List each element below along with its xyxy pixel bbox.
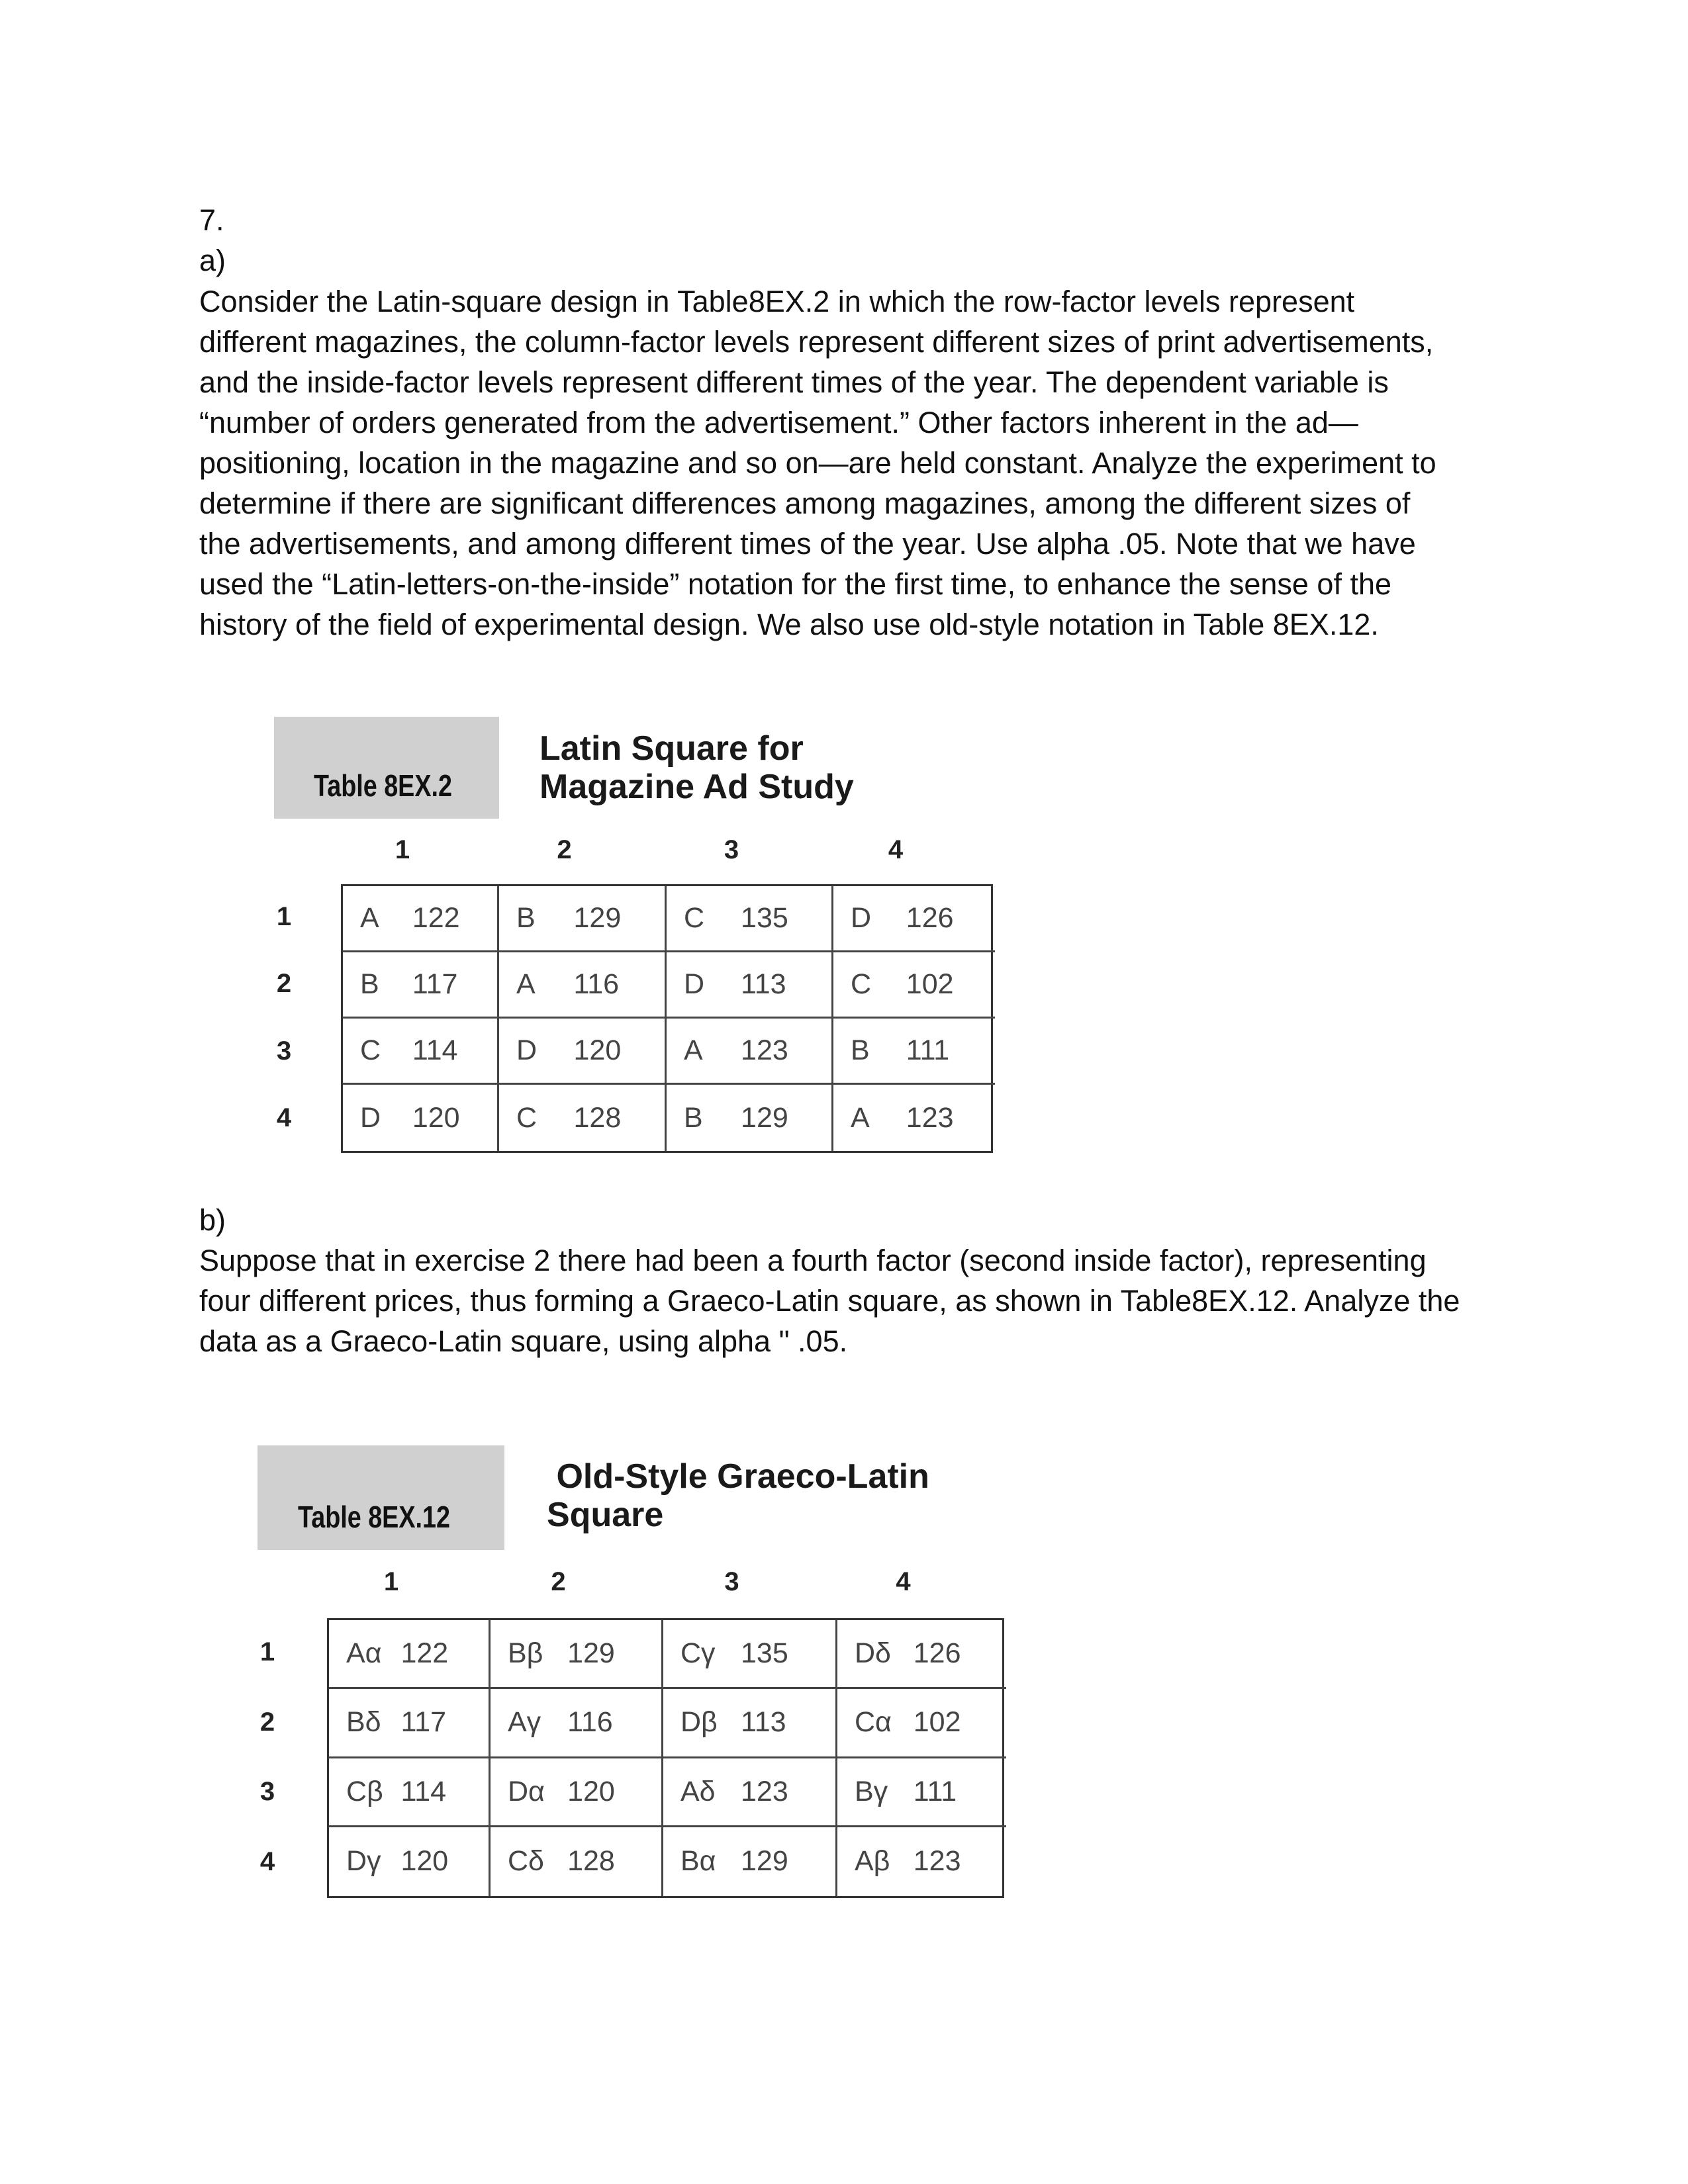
table-cell: [343, 1085, 499, 1151]
cell-value: 120: [567, 1775, 615, 1807]
table-cell: [833, 1019, 995, 1085]
table-cell: [329, 1758, 491, 1827]
cell-value: 123: [913, 1845, 961, 1878]
row-header: 2: [276, 969, 292, 999]
table-cell: [499, 886, 667, 952]
treatment-label: C: [684, 902, 705, 934]
cell-value: 129: [573, 902, 622, 934]
text-line: used the “Latin-letters-on-the-inside” notation for the first time, to enhance the sense of the: [199, 567, 1392, 601]
cell-value: 116: [567, 1706, 613, 1739]
text-line: determine if there are significant differences among magazines, among the different sizes of: [199, 486, 1411, 520]
treatment-label: Bδ: [346, 1706, 381, 1739]
cell-value: 120: [400, 1845, 449, 1878]
column-header: 4: [896, 1567, 911, 1596]
table-cell: [667, 952, 833, 1019]
table-cell: [663, 1758, 837, 1827]
cell-value: 113: [741, 1706, 786, 1739]
row-header: 1: [259, 1637, 275, 1666]
data-grid: [327, 1618, 1004, 1898]
cell-value: 120: [573, 1034, 622, 1066]
treatment-label: Dα: [508, 1775, 545, 1807]
cell-value: 117: [400, 1706, 446, 1739]
cell-value: 122: [412, 902, 460, 934]
cell-value: 126: [913, 1637, 961, 1670]
treatment-label: C: [851, 968, 872, 1000]
text-line: positioning, location in the magazine and so on—are held constant. Analyze the experiment to: [199, 446, 1436, 480]
cell-value: 128: [567, 1845, 615, 1878]
treatment-label: B: [684, 1101, 703, 1134]
cell-value: 113: [741, 968, 786, 1000]
cell-value: 122: [400, 1637, 449, 1670]
row-header: 4: [259, 1847, 275, 1877]
table-cell: [833, 952, 995, 1019]
cell-value: 129: [741, 1845, 788, 1878]
cell-value: 126: [906, 902, 954, 934]
part-b-label: b): [199, 1203, 226, 1237]
column-header: 3: [724, 1567, 739, 1596]
treatment-label: Aγ: [508, 1706, 541, 1739]
table-cell: [837, 1620, 1006, 1689]
cell-value: 120: [412, 1101, 460, 1134]
part-a-label: a): [199, 244, 226, 277]
cell-value: 102: [906, 968, 954, 1000]
treatment-label: D: [516, 1034, 538, 1066]
table-cell: [833, 886, 995, 952]
treatment-label: Bγ: [855, 1775, 888, 1807]
table-cell: [837, 1689, 1006, 1758]
column-header: 4: [888, 835, 904, 864]
text-line: and the inside-factor levels represent different times of the year. The dependent variable is: [199, 365, 1389, 399]
treatment-label: A: [360, 902, 379, 934]
cell-value: 129: [741, 1101, 788, 1134]
text-line: different magazines, the column-factor levels represent different sizes of print advertisements,: [199, 325, 1434, 359]
text-line: “number of orders generated from the advertisement.” Other factors inherent in the ad—: [199, 406, 1358, 439]
text-line: Consider the Latin-square design in Table8EX.2 in which the row-factor levels represent: [199, 285, 1355, 318]
table-cell: [667, 1019, 833, 1085]
column-header: 2: [557, 835, 572, 864]
row-header: 3: [259, 1777, 275, 1807]
treatment-label: Aβ: [855, 1845, 890, 1878]
column-header: 3: [724, 835, 739, 864]
table-cell: [833, 1085, 995, 1151]
treatment-label: A: [684, 1034, 703, 1066]
table-cell: [491, 1620, 663, 1689]
treatment-label: Dγ: [346, 1845, 381, 1878]
column-header: 1: [395, 835, 410, 864]
text-line: four different prices, thus forming a Graeco-Latin square, as shown in Table8EX.12. Analyze the: [199, 1284, 1460, 1318]
cell-value: 135: [741, 902, 788, 934]
treatment-label: Bα: [680, 1845, 716, 1878]
cell-value: 129: [567, 1637, 615, 1670]
table2-title: Old-Style Graeco-Latin Square: [547, 1457, 929, 1534]
treatment-label: B: [851, 1034, 870, 1066]
treatment-label: Aδ: [680, 1775, 716, 1807]
cell-value: 111: [913, 1775, 957, 1807]
column-header: 2: [551, 1567, 566, 1596]
cell-value: 123: [741, 1034, 788, 1066]
treatment-label: D: [851, 902, 872, 934]
table-cell: [837, 1827, 1006, 1896]
treatment-label: D: [684, 968, 705, 1000]
treatment-label: A: [516, 968, 536, 1000]
treatment-label: B: [360, 968, 379, 1000]
cell-value: 123: [906, 1101, 954, 1134]
text-line: data as a Graeco-Latin square, using alpha " .05.: [199, 1324, 848, 1358]
treatment-label: Aα: [346, 1637, 382, 1670]
text-line: the advertisements, and among different times of the year. Use alpha .05. Note that we have: [199, 527, 1416, 561]
table-cell: [499, 952, 667, 1019]
table-cell: [343, 886, 499, 952]
table-cell: [663, 1689, 837, 1758]
text-line: history of the field of experimental design. We also use old-style notation in Table 8EX.12.: [199, 608, 1379, 641]
cell-value: 117: [412, 968, 458, 1000]
table-cell: [329, 1827, 491, 1896]
table-cell: [491, 1758, 663, 1827]
table-cell: [329, 1620, 491, 1689]
table-cell: [343, 1019, 499, 1085]
table-cell: [667, 1085, 833, 1151]
treatment-label: C: [516, 1101, 538, 1134]
table-cell: [491, 1689, 663, 1758]
treatment-label: D: [360, 1101, 381, 1134]
table-cell: [329, 1689, 491, 1758]
treatment-label: B: [516, 902, 536, 934]
table-cell: [499, 1019, 667, 1085]
table1-title: Latin Square for Magazine Ad Study: [539, 729, 854, 806]
table-cell: [343, 952, 499, 1019]
cell-value: 135: [741, 1637, 788, 1670]
cell-value: 123: [741, 1775, 788, 1807]
text-line: Suppose that in exercise 2 there had been a fourth factor (second inside factor), representing: [199, 1244, 1427, 1277]
data-grid: [341, 884, 993, 1153]
treatment-label: Dβ: [680, 1706, 718, 1739]
cell-value: 116: [573, 968, 620, 1000]
cell-value: 111: [906, 1034, 950, 1066]
table-cell: [499, 1085, 667, 1151]
row-header: 4: [276, 1103, 292, 1133]
row-header: 2: [259, 1707, 275, 1737]
treatment-label: Dδ: [855, 1637, 891, 1670]
table-cell: [667, 886, 833, 952]
column-header: 1: [383, 1567, 399, 1596]
cell-value: 128: [573, 1101, 622, 1134]
question-number: 7.: [199, 203, 224, 237]
table-cell: [663, 1827, 837, 1896]
table2-label: Table 8EX.12: [298, 1500, 450, 1534]
table-cell: [491, 1827, 663, 1896]
treatment-label: Cβ: [346, 1775, 383, 1807]
row-header: 3: [276, 1036, 292, 1066]
cell-value: 114: [400, 1775, 446, 1807]
treatment-label: C: [360, 1034, 381, 1066]
cell-value: 114: [412, 1034, 458, 1066]
treatment-label: Bβ: [508, 1637, 543, 1670]
treatment-label: Cγ: [680, 1637, 716, 1670]
treatment-label: A: [851, 1101, 870, 1134]
treatment-label: Cδ: [508, 1845, 544, 1878]
table-cell: [837, 1758, 1006, 1827]
table-cell: [663, 1620, 837, 1689]
treatment-label: Cα: [855, 1706, 892, 1739]
cell-value: 102: [913, 1706, 961, 1739]
table1-label: Table 8EX.2: [314, 768, 452, 803]
row-header: 1: [276, 901, 292, 931]
